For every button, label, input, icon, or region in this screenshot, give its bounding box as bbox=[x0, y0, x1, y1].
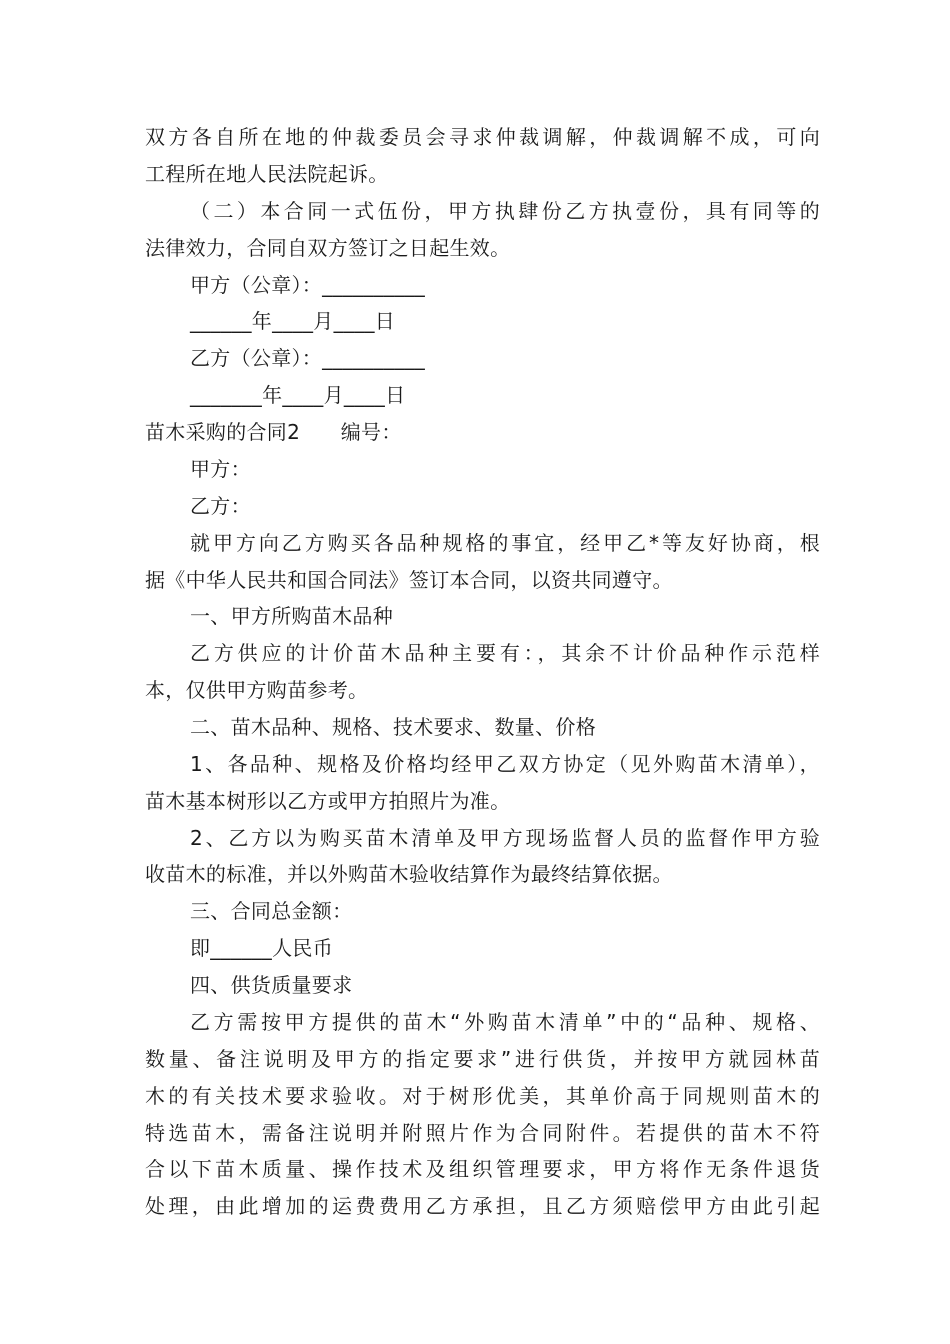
text-line: 合以下苗木质量、操作技术及组织管理要求，甲方将作无条件退货 bbox=[145, 1157, 820, 1181]
text-line: 据《中华人民共和国合同法》签订本合同，以资共同遵守。 bbox=[145, 568, 673, 592]
text-line: ______年____月____日 bbox=[190, 309, 396, 333]
text-line: 2、乙方以为购买苗木清单及甲方现场监督人员的监督作甲方验 bbox=[190, 826, 820, 850]
text-line: 苗木基本树形以乙方或甲方拍照片为准。 bbox=[145, 789, 511, 813]
text-line: 双方各自所在地的仲裁委员会寻求仲裁调解，仲裁调解不成，可向 bbox=[145, 125, 820, 149]
text-line: 即______人民币 bbox=[190, 936, 333, 960]
text-line: 乙方供应的计价苗木品种主要有：，其余不计价品种作示范样 bbox=[190, 641, 820, 665]
text-line: 就甲方向乙方购买各品种规格的事宜，经甲乙*等友好协商，根 bbox=[190, 531, 820, 555]
text-line: 一、甲方所购苗木品种 bbox=[190, 604, 393, 628]
text-line: 四、供货质量要求 bbox=[190, 973, 353, 997]
text-line: 处理，由此增加的运费费用乙方承担，且乙方须赔偿甲方由此引起 bbox=[145, 1194, 820, 1218]
text-line: 工程所在地人民法院起诉。 bbox=[145, 162, 389, 186]
text-line: _______年____月____日 bbox=[190, 383, 406, 407]
text-line: 乙方（公章）：__________ bbox=[190, 346, 426, 370]
text-line: 1、各品种、规格及价格均经甲乙双方协定（见外购苗木清单）， bbox=[190, 752, 820, 776]
text-line: 本，仅供甲方购苗参考。 bbox=[145, 678, 369, 702]
text-line: （二）本合同一式伍份，甲方执肆份乙方执壹份，具有同等的 bbox=[190, 199, 820, 223]
text-line: 苗木采购的合同2 编号： bbox=[145, 420, 402, 444]
text-line: 特选苗木，需备注说明并附照片作为合同附件。若提供的苗木不符 bbox=[145, 1121, 820, 1145]
text-line: 三、合同总金额： bbox=[190, 899, 353, 923]
text-line: 甲方： bbox=[190, 457, 251, 481]
text-line: 木的有关技术要求验收。对于树形优美，其单价高于同规则苗木的 bbox=[145, 1084, 820, 1108]
text-line: 收苗木的标准，并以外购苗木验收结算作为最终结算依据。 bbox=[145, 862, 673, 886]
text-line: 乙方： bbox=[190, 494, 251, 518]
text-line: 数量、备注说明及甲方的指定要求”进行供货，并按甲方就园林苗 bbox=[145, 1047, 820, 1071]
text-line: 乙方需按甲方提供的苗木“外购苗木清单”中的“品种、规格、 bbox=[190, 1010, 820, 1034]
text-line: 甲方（公章）：__________ bbox=[190, 273, 426, 297]
text-line: 二、苗木品种、规格、技术要求、数量、价格 bbox=[190, 715, 596, 739]
text-line: 法律效力，合同自双方签订之日起生效。 bbox=[145, 236, 511, 260]
